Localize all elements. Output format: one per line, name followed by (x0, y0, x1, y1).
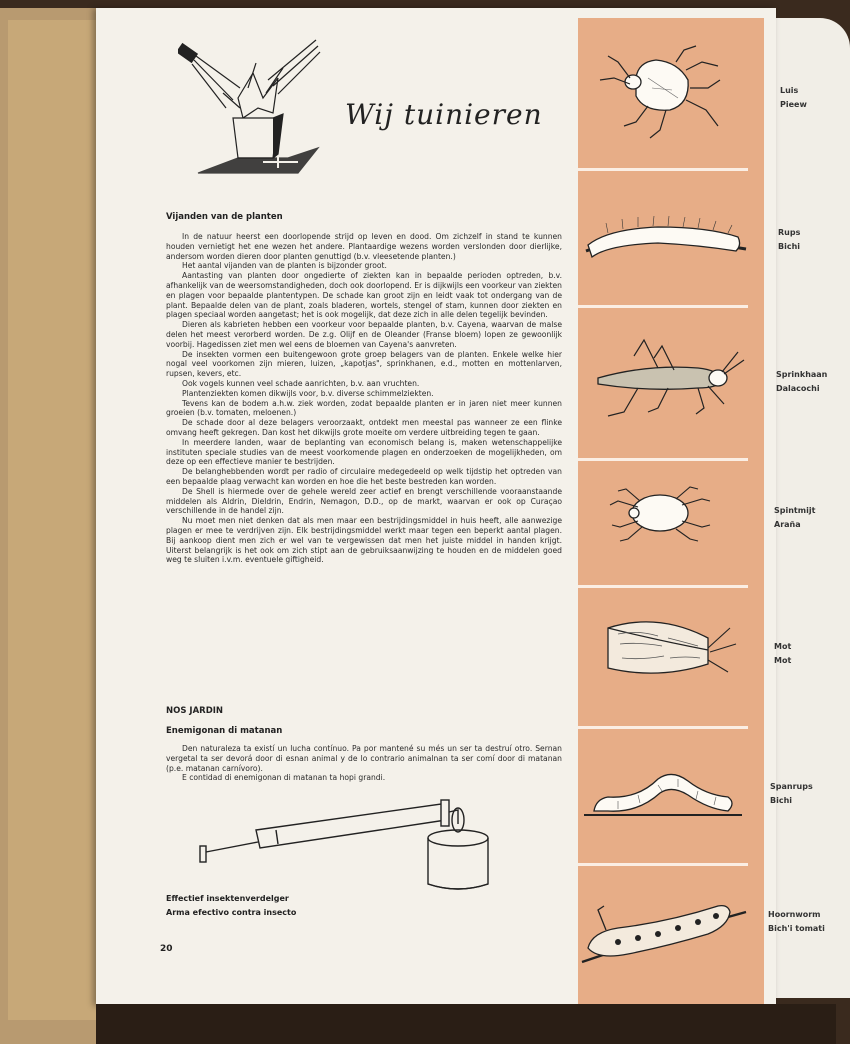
insect-label (766, 640, 850, 668)
paragraph: In meerdere landen, waar de beplanting van economisch belang is, maken wetenschappelijke instituten speciale studies van de meest voorkomende plagen en onderzoeken de mogelijkheden, om deze op een effectieve manier te bestrijden. (166, 437, 562, 467)
insect-panel (578, 18, 748, 171)
sprayer-caption (166, 892, 296, 920)
paragraph: Nu moet men niet denken dat als men maar een bestrijdingsmiddel in huis heeft, alle aanwezige plagen er mee te verdrijven zijn. Elk bestrijdingsmiddel werkt maar tegen een beperkt aantal plagen. Bij aankoop dient men zich er wel van te vergewissen dat men het juiste middel in handen krijgt. Uiterst belangrijk is het ook om zich stipt aan de gebruiksaanwijzing te houden en de middelen goed weg te sluiten i.v.m. eventuele giftigheid. (166, 516, 562, 565)
insect-name-papiamentu: Bichi (770, 796, 793, 805)
insect-label (766, 780, 850, 808)
garden-illustration (178, 38, 328, 178)
insect-panel (578, 171, 748, 308)
paragraph: Tevens kan de bodem a.h.w. ziek worden, zodat bepaalde planten er in jaren niet meer kunnen groeien (b.v. tomaten, meloenen.) (166, 398, 562, 418)
caterpillar-icon (578, 171, 748, 305)
insect-name-papiamentu: Pieew (780, 100, 807, 109)
paragraph: Ook vogels kunnen veel schade aanrichten, b.v. aan vruchten. (182, 378, 420, 388)
paragraph: Aantasting van planten door ongedierte of ziekten kan in bepaalde perioden optreden, b.v. afhankelijk van de weersomstandigheden, doch ook doorlopend. Er is dijkwijls een voorkeur van ziekten en plagen voor bepaalde plantentypen. De schade kan groot zijn en leidt vaak tot ondergang van de plant. Bepaalde delen van de plant, zoals bladeren, wortels, stengel of stam, kunnen door ziekten en plagen speciaal worden aangetast; het is ook mogelijk, dat deze zich in alle delen tegelijk bevinden. (166, 271, 562, 320)
insect-name: Luis (780, 86, 799, 95)
paragraph: Dieren als kabrieten hebben een voorkeur voor bepaalde planten, b.v. Cayena, waarvan de malse delen het meest verorberd worden. De z.g. Olijf en de Oleander (Franse bloem) lopen ze gewoonlijk voorbij. Hagedissen ziet men wel eens de bloemen van Cayena's aanvreten. (166, 320, 562, 349)
insect-label (766, 908, 850, 936)
paragraph: De insekten vormen een buitengewoon grote groep belagers van de planten. Enkele welke hier nogal veel voorkomen zijn mieren, luizen, „kapotjas", sprinkhanen, e.d., motten en mottenlarven, rupsen, kevers, etc. (166, 349, 562, 379)
paragraph: In de natuur heerst een doorlopende strijd op leven en dood. Om zichzelf in stand te kunnen houden vernietigt het ene wezen het andere. Plantaardige wezens worden verslonden door dierlijke, andersom worden dieren door planten genuttigd (b.v. vleesetende planten.) (166, 232, 562, 261)
page-number: 20 (160, 944, 173, 954)
page-title: Wij tuinieren (345, 98, 543, 131)
paragraph: Het aantal vijanden van de planten is bijzonder groot. (182, 261, 387, 271)
insect-name-papiamentu: Bich'i tomati (768, 924, 825, 933)
caption-line: Arma efectivo contra insecto (166, 908, 297, 917)
subheading: Enemigonan di matanan (166, 726, 283, 736)
insect-panel (578, 866, 748, 1004)
insect-name: Rups (778, 228, 801, 237)
insect-label (766, 226, 850, 254)
insect-label (766, 504, 850, 532)
body-text-nl (166, 232, 562, 565)
inchworm-icon (578, 729, 748, 863)
paragraph: Den naturaleza ta existí un lucha contínuo. Pa por mantené su més un ser ta destruí otro. Sernan vergetal ta ser devorá door di esnan animal y de lo contrario animalnan ta ser comí door di matanan (p.e. matanan carnívoro). (166, 744, 562, 773)
grasshopper-icon (578, 308, 748, 458)
insect-name: Sprinkhaan (776, 370, 828, 379)
bottom-shadow (96, 1004, 836, 1044)
paragraph: De belanghebbenden wordt per radio of circulaire medegedeeld op welk tijdstip het optreden van een bepaalde plaag verwacht kan worden en hoe die het beste bestreden kan worden. (166, 467, 562, 486)
insect-panel (578, 588, 748, 729)
moth-icon (578, 588, 748, 726)
aphid-icon (578, 18, 748, 168)
paragraph: De Shell is hiermede over de gehele wereld zeer actief en brengt verschillende vooraanstaande middelen als Aldrin, Dieldrin, Endrin, Nemagon, D.D., op de markt, waarvan er ook op Curaçao verschillende in de handel zijn. (166, 486, 562, 516)
paragraph: De schade door al deze belagers veroorzaakt, ontdekt men meestal pas wanneer ze een flinke omvang heeft gekregen. Dan kost het dikwijls grote moeite om verdere uitbreiding tegen te gaan. (166, 418, 562, 437)
paragraph: E contidad di enemigonan di matanan ta hopi grandi. (182, 773, 386, 783)
book-cover-inner (8, 20, 110, 1020)
insect-panel (578, 461, 748, 588)
insect-name-papiamentu: Mot (774, 656, 792, 665)
caption-line: Effectief insektenverdelger (166, 894, 289, 903)
insect-label (766, 84, 850, 112)
hornworm-icon (578, 866, 748, 1004)
insect-name: Mot (774, 642, 792, 651)
insect-panel (578, 308, 748, 461)
section-heading: Vijanden van de planten (166, 212, 283, 222)
insect-name-papiamentu: Araña (774, 520, 801, 529)
spider-mite-icon (578, 461, 748, 585)
insect-name-papiamentu: Bichi (778, 242, 801, 251)
body-text-pap (166, 744, 562, 783)
section-heading-papiamentu: NOS JARDIN (166, 706, 224, 716)
insect-name: Hoornworm (768, 910, 821, 919)
insect-name-papiamentu: Dalacochi (776, 384, 820, 393)
insect-name: Spanrups (770, 782, 813, 791)
insect-panel (578, 729, 748, 866)
sprayer-illustration (196, 796, 506, 896)
paragraph: Plantenziekten komen dikwijls voor, b.v. diverse schimmelziekten. (182, 388, 434, 398)
insect-name: Spintmijt (774, 506, 816, 515)
insect-label (766, 368, 850, 396)
